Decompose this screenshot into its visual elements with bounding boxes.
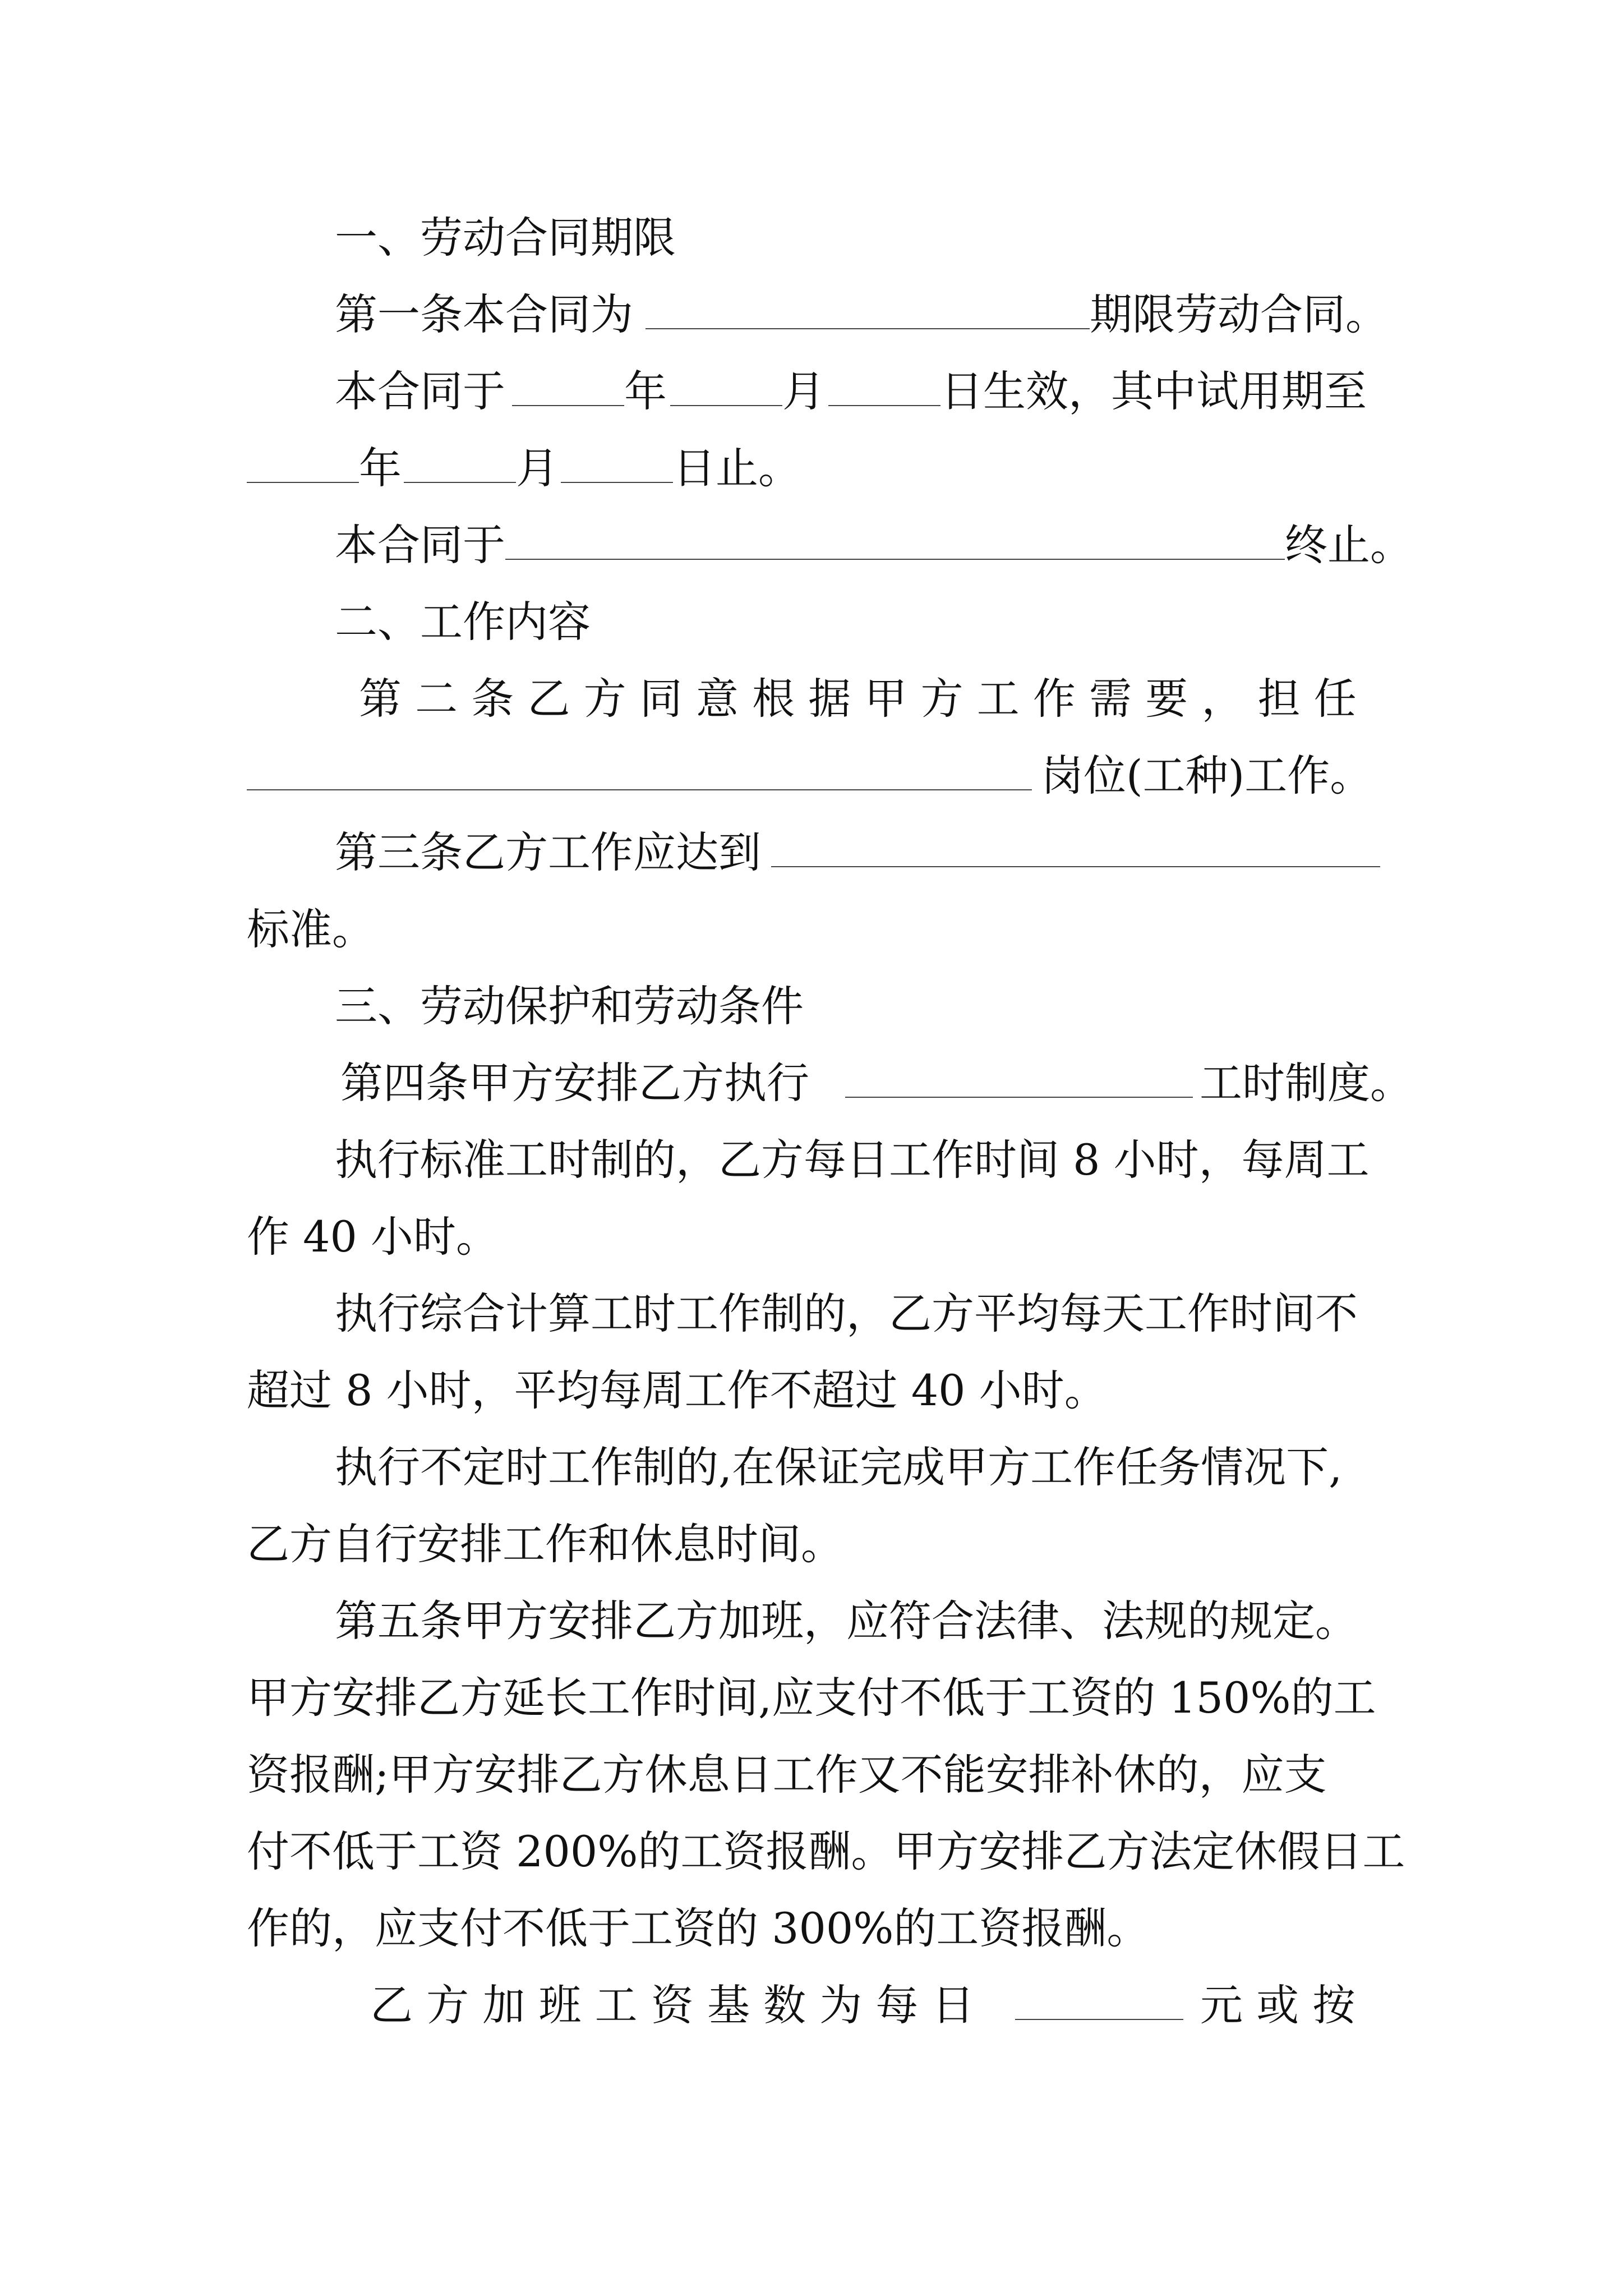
doc-line (247, 1673, 1376, 1723)
line-text: 期限劳动合同。 (1090, 289, 1388, 339)
line-text: 甲方安排乙方延长工作时间,应支付不低于工资的 150%的工 (247, 1673, 1376, 1723)
line-text: 第五条甲方安排乙方加班，应符合法律、法规的规定。 (335, 1596, 1358, 1646)
doc-line (335, 1135, 1370, 1185)
line-text: 乙 方 加 班 工 资 基 数 为 每 日 (370, 1980, 975, 2030)
doc-line (247, 1903, 1149, 1954)
fill-blank (771, 861, 1380, 867)
doc-line (247, 1750, 1327, 1800)
doc-line (370, 1980, 1355, 2031)
line-text: 乙方自行安排工作和休息时间。 (247, 1519, 843, 1569)
doc-line (247, 751, 1372, 801)
doc-line (335, 1596, 1358, 1646)
fill-blank (404, 476, 516, 483)
line-text: 执行不定时工作制的,在保证完成甲方工作任务情况下, (335, 1442, 1343, 1492)
line-text: 执行综合计算工时工作制的，乙方平均每天工作时间不 (335, 1289, 1358, 1338)
fill-blank (845, 1091, 1193, 1098)
line-text: 第 二 条 乙 方 同 意 根 据 甲 方 工 作 需 要 ， 担 任 (359, 674, 1357, 724)
doc-line (247, 443, 801, 494)
line-text: 日生效，其中试用期至 (940, 366, 1367, 416)
fill-blank (1015, 2013, 1183, 2020)
doc-line (335, 520, 1413, 570)
fill-blank (645, 323, 1090, 329)
line-text: 岗位(工种)工作。 (1041, 751, 1373, 800)
line-text: 第四条甲方安排乙方执行 (340, 1058, 809, 1108)
doc-line (340, 1058, 1413, 1108)
line-text: 第三条乙方工作应达到 (335, 827, 761, 877)
line-text: 标准。 (247, 904, 375, 954)
fill-blank (828, 399, 940, 406)
fill-blank (247, 784, 1032, 790)
line-text: 本合同于 (335, 520, 505, 570)
fill-blank (561, 476, 673, 483)
doc-line (247, 1212, 499, 1262)
doc-line (247, 1365, 1107, 1416)
line-text: 工时制度。 (1200, 1058, 1413, 1108)
line-text: 超过 8 小时，平均每周工作不超过 40 小时。 (247, 1365, 1107, 1415)
line-text: 作 40 小时。 (247, 1212, 499, 1262)
doc-line (335, 1289, 1358, 1339)
doc-line (335, 289, 1388, 340)
line-text: 二、工作内容 (335, 597, 591, 647)
fill-blank (505, 553, 1285, 560)
doc-line (335, 1442, 1342, 1493)
line-text: 本合同于 (335, 366, 505, 416)
line-text: 元 或 按 (1200, 1980, 1355, 2030)
line-text: 月 (516, 443, 559, 493)
doc-line (247, 1519, 843, 1570)
line-text: 三、劳动保护和劳动条件 (335, 981, 804, 1031)
doc-line (247, 904, 375, 955)
line-text: 日止。 (673, 443, 801, 493)
line-text: 资报酬;甲方安排乙方休息日工作又不能安排补休的，应支 (247, 1750, 1327, 1800)
section-heading (335, 213, 694, 263)
line-text: 作的，应支付不低于工资的 300%的工资报酬。 (247, 1903, 1150, 1953)
fill-blank (247, 476, 359, 483)
line-text: 月 (782, 366, 825, 416)
line-text: 一、劳动合同期限 (335, 213, 676, 263)
doc-line (359, 674, 1357, 724)
fill-blank (512, 399, 624, 406)
doc-line (335, 827, 1380, 878)
line-text: 付不低于工资 200%的工资报酬。甲方安排乙方法定休假日工 (247, 1826, 1405, 1876)
doc-line (335, 366, 1367, 417)
section-heading (335, 597, 591, 647)
line-text: 第一条本合同为 (335, 289, 633, 339)
doc-line (247, 1826, 1405, 1877)
line-text: 年 (359, 443, 402, 493)
line-text: 年 (624, 366, 667, 416)
section-heading (335, 981, 804, 1032)
line-text: 终止。 (1285, 520, 1413, 570)
fill-blank (670, 399, 782, 406)
line-text: 执行标准工时制的，乙方每日工作时间 8 小时，每周工 (335, 1135, 1370, 1185)
